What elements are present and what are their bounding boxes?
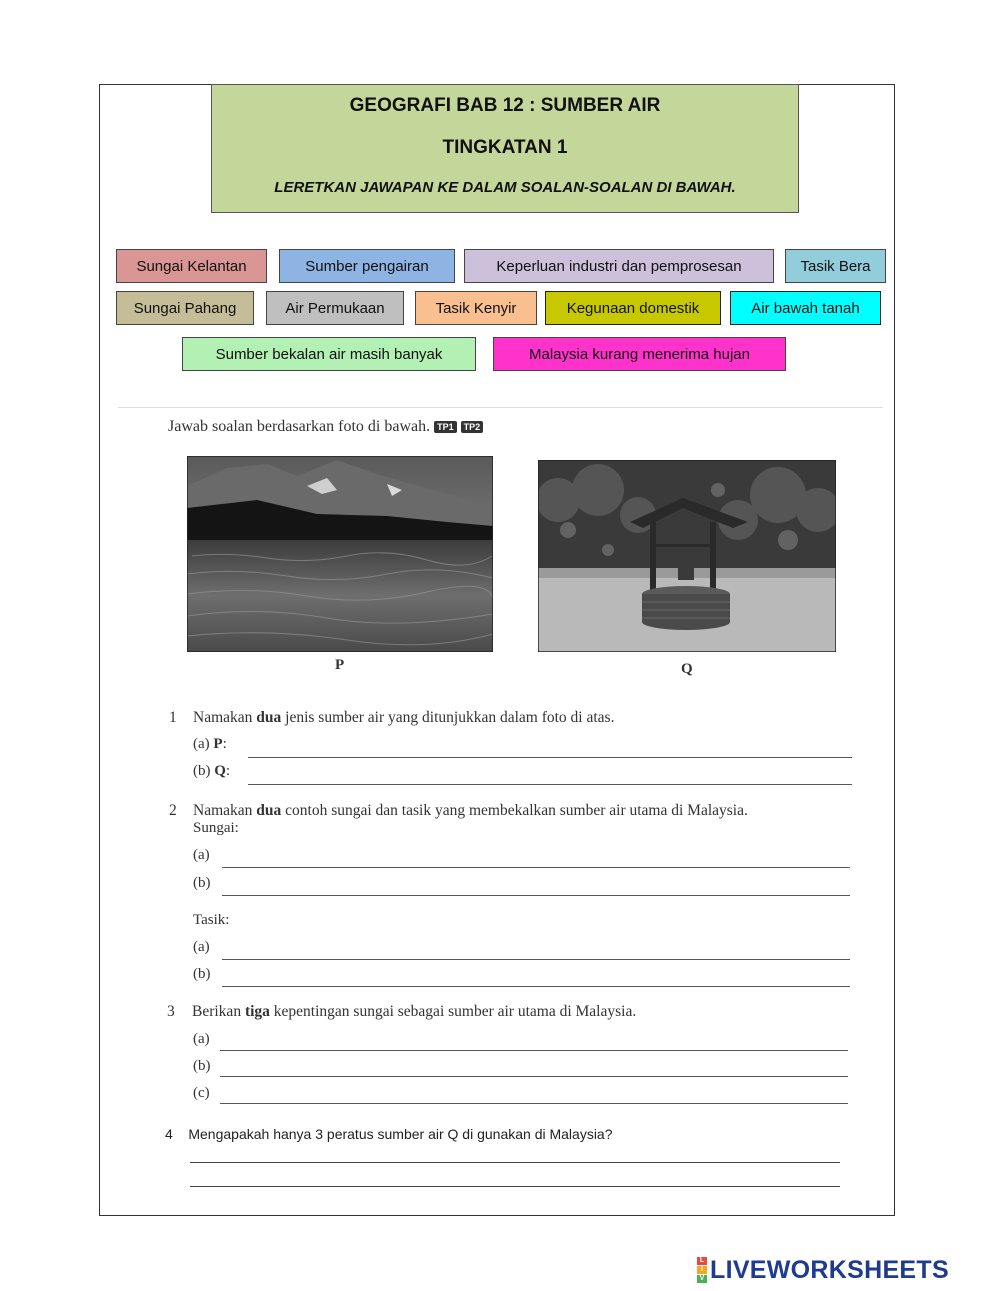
q2-sungai-a-input[interactable] xyxy=(222,847,854,869)
logo-block-v: V xyxy=(697,1275,707,1283)
photo-q-well xyxy=(538,460,836,652)
q2-tasik-a-label: (a) xyxy=(193,939,210,955)
q1b-letter: (b) xyxy=(193,763,211,779)
q1a-letter: (a) xyxy=(193,736,210,752)
q3b-answer-input[interactable] xyxy=(220,1056,852,1078)
q2-sungai-b-input[interactable] xyxy=(222,875,854,897)
photo-q-label: Q xyxy=(681,661,693,677)
q3-text-before: Berikan xyxy=(192,1003,245,1020)
q2-text-bold: dua xyxy=(256,802,282,819)
q1-text xyxy=(193,709,614,727)
q1a-key: P xyxy=(213,736,223,752)
q2-tasik-label: Tasik: xyxy=(193,912,230,928)
answer-chip-sumber-bekalan-air[interactable]: Sumber bekalan air masih banyak xyxy=(182,337,476,371)
q1a-label: (a) P: xyxy=(193,736,227,752)
q4-answer-line-1 xyxy=(190,1162,840,1164)
q4-question xyxy=(165,1126,613,1142)
liveworksheets-logo-icon xyxy=(697,1257,707,1283)
q1-text-bold: dua xyxy=(256,709,282,726)
q4-answer-line-2 xyxy=(190,1186,840,1188)
q2-sungai-a-line xyxy=(222,867,850,868)
q2-text xyxy=(193,802,748,820)
q4-answer-input-2[interactable] xyxy=(190,1166,844,1188)
photo-p-label: P xyxy=(335,657,345,673)
worksheet-header xyxy=(211,84,799,213)
liveworksheets-logo-text: LIVEWORKSHEETS xyxy=(710,1255,949,1284)
q1a-answer-line xyxy=(248,757,852,758)
answer-chip-air-permukaan[interactable]: Air Permukaan xyxy=(266,291,404,325)
q3c-answer-line xyxy=(220,1103,848,1104)
worksheet-instruction: LERETKAN JAWAPAN KE DALAM SOALAN-SOALAN DI BAWAH. xyxy=(274,179,736,196)
q1-number: 1 xyxy=(169,709,177,726)
section-intro-text: Jawab soalan berdasarkan foto di bawah. xyxy=(168,418,431,435)
q3c-answer-input[interactable] xyxy=(220,1083,852,1105)
q2-tasik-a-input[interactable] xyxy=(222,939,854,961)
worksheet-title: GEOGRAFI BAB 12 : SUMBER AIR xyxy=(349,95,661,116)
tp1-badge: TP1 xyxy=(434,421,457,433)
q1a-answer-input[interactable] xyxy=(248,737,856,759)
q3a-label: (a) xyxy=(193,1031,210,1047)
q3-text-bold: tiga xyxy=(244,1003,270,1020)
liveworksheets-logo xyxy=(697,1256,949,1284)
answer-chip-kegunaan-domestik[interactable]: Kegunaan domestik xyxy=(545,291,721,325)
section-intro xyxy=(168,418,483,436)
q1b-answer-input[interactable] xyxy=(248,764,856,786)
answer-chip-tasik-kenyir[interactable]: Tasik Kenyir xyxy=(415,291,537,325)
q2-tasik-b-label: (b) xyxy=(193,966,211,982)
photo-p-lake xyxy=(187,456,493,652)
q2-number: 2 xyxy=(169,802,177,819)
answer-chip-malaysia-kurang-hujan[interactable]: Malaysia kurang menerima hujan xyxy=(493,337,786,371)
q3b-label: (b) xyxy=(193,1058,211,1074)
q3-text-after: kepentingan sungai sebagai sumber air utama di Malaysia. xyxy=(269,1003,637,1020)
logo-block-i: I xyxy=(697,1266,707,1274)
q3-text xyxy=(192,1003,636,1021)
q3a-answer-line xyxy=(220,1050,848,1051)
q1b-label: (b) Q: xyxy=(193,763,231,779)
q4-number: 4 xyxy=(165,1126,173,1142)
q2-sungai-a-label: (a) xyxy=(193,847,210,863)
q2-tasik-b-input[interactable] xyxy=(222,966,854,988)
logo-block-l: L xyxy=(697,1257,707,1265)
q1-text-after: jenis sumber air yang ditunjukkan dalam foto di atas. xyxy=(281,709,615,726)
answer-chip-sungai-kelantan[interactable]: Sungai Kelantan xyxy=(116,249,267,283)
scan-top-edge xyxy=(118,407,883,408)
q3a-answer-input[interactable] xyxy=(220,1030,852,1052)
q2-text-before: Namakan xyxy=(193,802,257,819)
q2-sungai-b-label: (b) xyxy=(193,875,211,891)
q2-tasik-a-line xyxy=(222,959,850,960)
worksheet-level: TINGKATAN 1 xyxy=(442,137,568,158)
q4-answer-input-1[interactable] xyxy=(190,1142,844,1164)
q3c-label: (c) xyxy=(193,1085,210,1101)
q2-tasik-b-line xyxy=(222,986,850,987)
answer-chip-keperluan-industri[interactable]: Keperluan industri dan pemprosesan xyxy=(464,249,774,283)
q4-text: Mengapakah hanya 3 peratus sumber air Q di gunakan di Malaysia? xyxy=(188,1126,613,1142)
answer-chip-sumber-pengairan[interactable]: Sumber pengairan xyxy=(279,249,455,283)
q2-sungai-label: Sungai: xyxy=(193,820,239,836)
q1b-answer-line xyxy=(248,784,852,785)
q1-text-before: Namakan xyxy=(193,709,257,726)
q1b-key: Q xyxy=(214,763,226,779)
tp2-badge: TP2 xyxy=(461,421,484,433)
answer-chip-air-bawah-tanah[interactable]: Air bawah tanah xyxy=(730,291,881,325)
answer-chip-sungai-pahang[interactable]: Sungai Pahang xyxy=(116,291,254,325)
q3b-answer-line xyxy=(220,1076,848,1077)
q2-sungai-b-line xyxy=(222,895,850,896)
q2-text-after: contoh sungai dan tasik yang membekalkan sumber air utama di Malaysia. xyxy=(281,802,748,819)
answer-chip-tasik-bera[interactable]: Tasik Bera xyxy=(785,249,886,283)
q3-number: 3 xyxy=(167,1003,175,1020)
